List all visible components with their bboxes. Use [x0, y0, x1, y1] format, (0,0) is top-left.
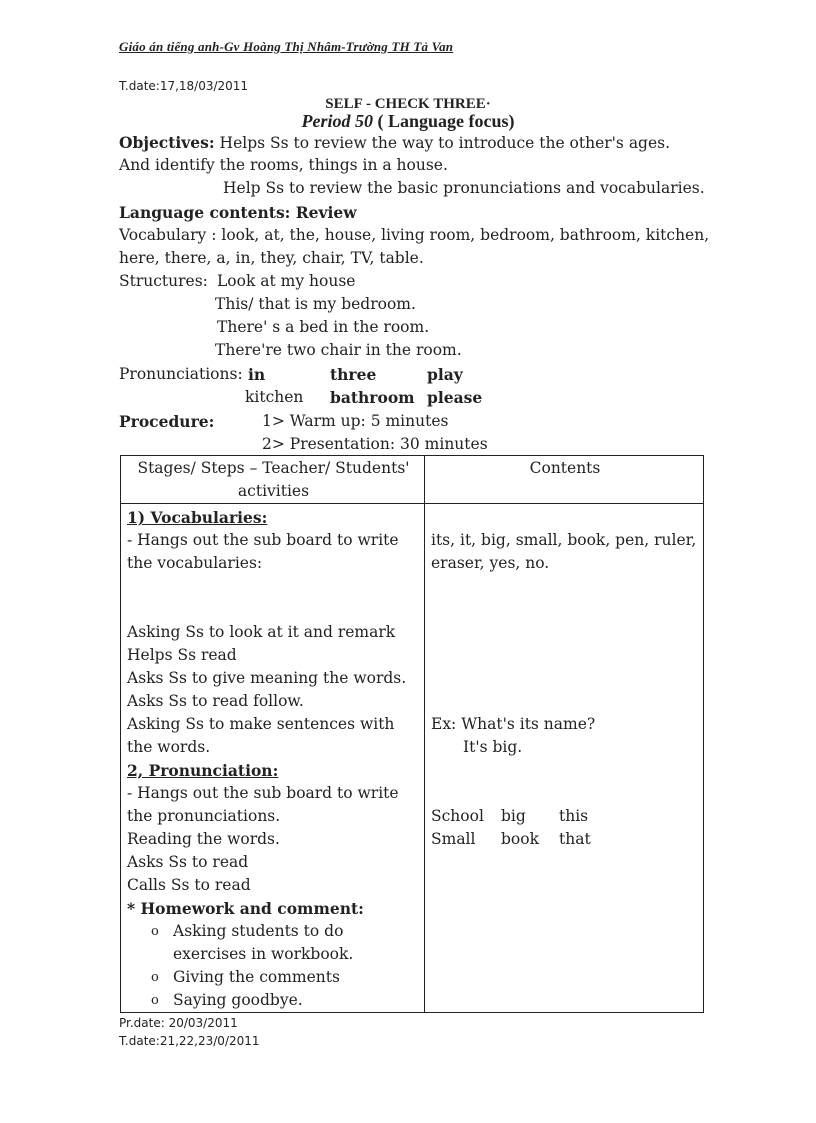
contents-cell: [425, 504, 704, 1013]
procedure-table: [120, 455, 704, 1013]
objectives-line-3: Help Ss to review the basic pronunciations and vocabularies.: [223, 179, 705, 197]
vocab-words: its, it, big, small, book, pen, ruler, eraser, yes, no.: [431, 531, 697, 572]
pron-heading: 2, Pronunciation:: [127, 761, 279, 780]
period-number: Period 50: [301, 111, 373, 131]
pron-step: Reading the words.: [127, 830, 280, 848]
pron-words-row: [431, 828, 699, 851]
objectives-label: Objectives:: [119, 133, 215, 152]
structure-item: There' s a bed in the room.: [217, 318, 430, 336]
vocab-heading: 1) Vocabularies:: [127, 508, 268, 527]
vocabulary-line-2: here, there, a, in, they, chair, TV, table.: [119, 249, 424, 267]
pron-step: Calls Ss to read: [127, 876, 251, 894]
spacer: [431, 759, 699, 805]
vocab-step: - Hangs out the sub board to write the vocabularies:: [127, 531, 399, 572]
lesson-title: SELF - CHECK THREE·: [325, 96, 491, 112]
homework-item-text: Saying goodbye.: [173, 991, 303, 1009]
vocab-step: Asking Ss to make sentences with the words.: [127, 715, 395, 756]
homework-item: [151, 966, 420, 989]
period-topic: ( Language focus): [372, 111, 515, 131]
circle-bullet-icon: o: [151, 924, 159, 939]
pron-step: - Hangs out the sub board to write: [127, 784, 399, 802]
structure-item: Look at my house: [217, 272, 356, 290]
homework-item-text: Asking students to do exercises in workbook.: [173, 922, 354, 963]
pron-word: that: [559, 830, 591, 848]
procedure-step-presentation: 2> Presentation: 30 minutes: [262, 435, 488, 453]
table-header-row: [121, 456, 704, 504]
homework-item: [151, 989, 420, 1012]
period-title: [0, 111, 816, 132]
procedure-step-warmup: 1> Warm up: 5 minutes: [262, 412, 449, 430]
spacer: [127, 575, 420, 621]
pron-word: three: [330, 365, 377, 384]
objectives-line-1: [119, 131, 670, 155]
pron-word: book: [501, 830, 539, 848]
pron-word: kitchen: [245, 388, 304, 406]
vocab-step: Asks Ss to read follow.: [127, 692, 304, 710]
col-header-stages: Stages/ Steps – Teacher/ Students' activities: [121, 456, 425, 504]
structures-label: Structures:: [119, 272, 208, 290]
pronunciations-label: Pronunciations:: [119, 365, 243, 383]
homework-item-text: Giving the comments: [173, 968, 340, 986]
pron-words-row: [431, 805, 699, 828]
teach-date-top: T.date:17,18/03/2011: [119, 79, 249, 93]
col-header-contents: Contents: [425, 456, 704, 504]
teach-date-bottom: T.date:21,22,23/0/2011: [119, 1034, 260, 1048]
pron-word: big: [501, 807, 526, 825]
pron-word: bathroom: [330, 388, 415, 407]
objectives-line-2: And identify the rooms, things in a house.: [119, 156, 448, 174]
spacer: [431, 575, 699, 713]
pron-word: School: [431, 807, 484, 825]
circle-bullet-icon: o: [151, 993, 159, 1008]
page-header: Giáo án tiếng anh-Gv Hoàng Thị Nhâm-Trường TH Tả Van: [119, 39, 454, 54]
pron-step: the pronunciations.: [127, 807, 281, 825]
homework-heading: * Homework and comment:: [127, 899, 364, 918]
pron-word: Small: [431, 830, 476, 848]
circle-bullet-icon: o: [151, 970, 159, 985]
vocabulary-line-1: Vocabulary : look, at, the, house, living room, bedroom, bathroom, kitchen,: [119, 226, 710, 244]
vocab-step: Helps Ss read: [127, 646, 237, 664]
language-contents-label: Language contents: Review: [119, 203, 357, 222]
vocab-step: Asks Ss to give meaning the words.: [127, 669, 407, 687]
example-answer: It's big.: [463, 738, 523, 756]
pron-word: this: [559, 807, 589, 825]
homework-item: [151, 920, 420, 966]
pron-word: in: [248, 365, 266, 384]
pron-word: play: [427, 365, 463, 384]
table-row: [121, 504, 704, 1013]
stages-cell: [121, 504, 425, 1013]
example-question: Ex: What's its name?: [431, 715, 596, 733]
objectives-text-1: Helps Ss to review the way to introduce the other's ages.: [214, 134, 671, 152]
structure-item: This/ that is my bedroom.: [215, 295, 416, 313]
pron-step: Asks Ss to read: [127, 853, 249, 871]
procedure-label: Procedure:: [119, 412, 215, 431]
pron-word: please: [427, 388, 483, 407]
structure-item: There're two chair in the room.: [215, 341, 462, 359]
prepare-date: Pr.date: 20/03/2011: [119, 1016, 238, 1030]
vocab-step: Asking Ss to look at it and remark: [127, 623, 396, 641]
